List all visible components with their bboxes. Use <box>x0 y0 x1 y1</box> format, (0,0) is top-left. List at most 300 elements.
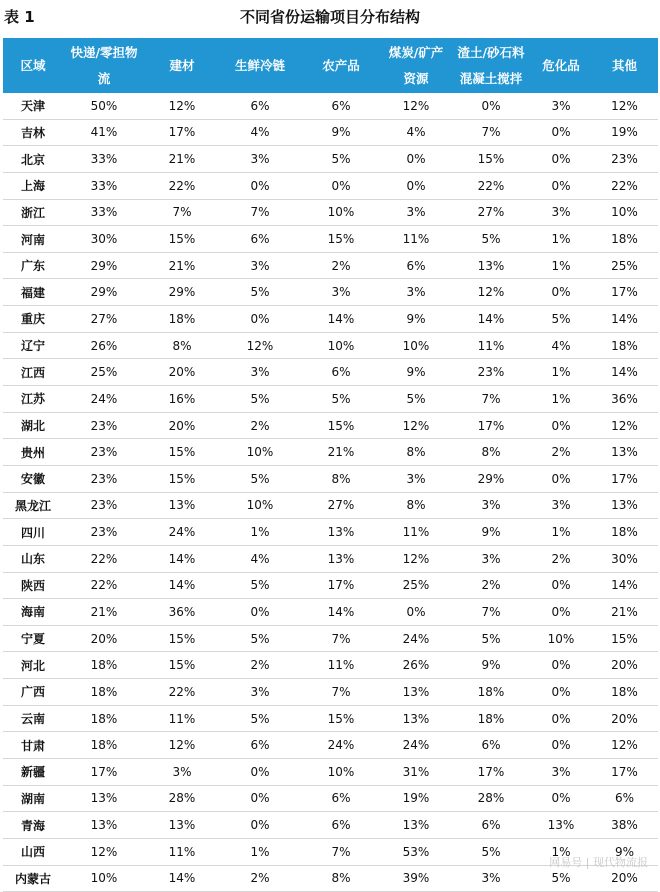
percent-cell: 7% <box>301 625 381 652</box>
percent-cell: 6% <box>219 93 301 119</box>
percent-cell: 12% <box>145 732 219 759</box>
percent-cell: 17% <box>591 279 658 306</box>
percent-cell: 6% <box>301 359 381 386</box>
percent-cell: 0% <box>531 705 591 732</box>
percent-cell: 3% <box>219 679 301 706</box>
percent-cell: 0% <box>531 572 591 599</box>
percent-cell: 7% <box>219 199 301 226</box>
percent-cell: 0% <box>531 652 591 679</box>
percent-cell: 8% <box>381 492 451 519</box>
table-row <box>3 465 658 492</box>
percent-cell: 1% <box>531 519 591 546</box>
percent-cell: 27% <box>301 492 381 519</box>
column-header: 危化品 <box>542 57 580 73</box>
percent-cell: 15% <box>145 625 219 652</box>
table-row <box>3 732 658 759</box>
percent-cell: 33% <box>63 199 145 226</box>
percent-cell: 3% <box>381 199 451 226</box>
percent-cell: 3% <box>451 865 531 892</box>
region-cell: 江西 <box>3 359 63 386</box>
percent-cell: 10% <box>301 759 381 786</box>
percent-cell: 0% <box>531 172 591 199</box>
percent-cell: 9% <box>591 838 658 865</box>
percent-cell: 12% <box>63 838 145 865</box>
region-cell: 云南 <box>3 705 63 732</box>
region-cell: 内蒙古 <box>3 865 63 892</box>
percent-cell: 3% <box>531 199 591 226</box>
percent-cell: 20% <box>145 412 219 439</box>
percent-cell: 31% <box>381 759 451 786</box>
percent-cell: 29% <box>63 252 145 279</box>
percent-cell: 0% <box>531 119 591 146</box>
percent-cell: 14% <box>591 359 658 386</box>
percent-cell: 2% <box>451 572 531 599</box>
percent-cell: 23% <box>63 439 145 466</box>
percent-cell: 3% <box>451 492 531 519</box>
region-cell: 新疆 <box>3 759 63 786</box>
percent-cell: 0% <box>381 172 451 199</box>
percent-cell: 29% <box>451 465 531 492</box>
percent-cell: 6% <box>301 785 381 812</box>
percent-cell: 13% <box>381 705 451 732</box>
percent-cell: 15% <box>591 625 658 652</box>
table-row <box>3 386 658 413</box>
percent-cell: 17% <box>63 759 145 786</box>
table-row <box>3 226 658 253</box>
percent-cell: 5% <box>219 279 301 306</box>
percent-cell: 13% <box>381 812 451 839</box>
percent-cell: 4% <box>531 332 591 359</box>
percent-cell: 23% <box>591 146 658 173</box>
percent-cell: 28% <box>145 785 219 812</box>
column-header: 其他 <box>611 57 637 73</box>
region-cell: 海南 <box>3 599 63 626</box>
percent-cell: 15% <box>145 465 219 492</box>
percent-cell: 3% <box>381 279 451 306</box>
percent-cell: 6% <box>451 732 531 759</box>
percent-cell: 0% <box>219 599 301 626</box>
province-transport-table <box>3 38 658 892</box>
percent-cell: 1% <box>219 838 301 865</box>
table-row <box>3 785 658 812</box>
percent-cell: 2% <box>219 865 301 892</box>
percent-cell: 15% <box>145 652 219 679</box>
percent-cell: 18% <box>63 652 145 679</box>
percent-cell: 0% <box>451 93 531 119</box>
table-row <box>3 625 658 652</box>
region-cell: 重庆 <box>3 306 63 333</box>
region-cell: 贵州 <box>3 439 63 466</box>
percent-cell: 23% <box>63 519 145 546</box>
percent-cell: 2% <box>219 412 301 439</box>
percent-cell: 5% <box>531 306 591 333</box>
region-cell: 陕西 <box>3 572 63 599</box>
percent-cell: 14% <box>145 572 219 599</box>
percent-cell: 12% <box>381 545 451 572</box>
percent-cell: 36% <box>145 599 219 626</box>
table-number: 表 1 <box>4 8 35 26</box>
percent-cell: 17% <box>451 412 531 439</box>
percent-cell: 7% <box>451 119 531 146</box>
table-row <box>3 199 658 226</box>
percent-cell: 24% <box>63 386 145 413</box>
percent-cell: 13% <box>591 439 658 466</box>
percent-cell: 6% <box>219 226 301 253</box>
percent-cell: 14% <box>301 599 381 626</box>
percent-cell: 41% <box>63 119 145 146</box>
percent-cell: 15% <box>301 705 381 732</box>
percent-cell: 1% <box>531 838 591 865</box>
region-cell: 四川 <box>3 519 63 546</box>
percent-cell: 22% <box>63 545 145 572</box>
percent-cell: 13% <box>301 545 381 572</box>
percent-cell: 7% <box>451 599 531 626</box>
percent-cell: 18% <box>63 732 145 759</box>
percent-cell: 13% <box>591 492 658 519</box>
table-row <box>3 652 658 679</box>
region-cell: 天津 <box>3 93 63 119</box>
percent-cell: 19% <box>591 119 658 146</box>
header-row <box>3 38 658 93</box>
percent-cell: 21% <box>591 599 658 626</box>
percent-cell: 22% <box>591 172 658 199</box>
percent-cell: 11% <box>451 332 531 359</box>
table-row <box>3 439 658 466</box>
percent-cell: 5% <box>219 625 301 652</box>
percent-cell: 5% <box>219 465 301 492</box>
table-title: 不同省份运输项目分布结构 <box>239 8 420 26</box>
percent-cell: 8% <box>451 439 531 466</box>
percent-cell: 10% <box>219 492 301 519</box>
percent-cell: 12% <box>145 93 219 119</box>
percent-cell: 18% <box>591 332 658 359</box>
percent-cell: 23% <box>63 465 145 492</box>
percent-cell: 0% <box>531 279 591 306</box>
table-row <box>3 252 658 279</box>
percent-cell: 0% <box>531 412 591 439</box>
percent-cell: 1% <box>531 359 591 386</box>
percent-cell: 21% <box>63 599 145 626</box>
region-cell: 黑龙江 <box>3 492 63 519</box>
percent-cell: 15% <box>451 146 531 173</box>
percent-cell: 3% <box>219 146 301 173</box>
region-cell: 广东 <box>3 252 63 279</box>
percent-cell: 0% <box>219 812 301 839</box>
percent-cell: 12% <box>591 412 658 439</box>
percent-cell: 29% <box>145 279 219 306</box>
percent-cell: 10% <box>591 199 658 226</box>
percent-cell: 9% <box>381 306 451 333</box>
percent-cell: 18% <box>63 705 145 732</box>
region-cell: 湖北 <box>3 412 63 439</box>
percent-cell: 13% <box>301 519 381 546</box>
region-cell: 河南 <box>3 226 63 253</box>
percent-cell: 16% <box>145 386 219 413</box>
percent-cell: 13% <box>451 252 531 279</box>
percent-cell: 15% <box>145 226 219 253</box>
region-cell: 广西 <box>3 679 63 706</box>
percent-cell: 10% <box>531 625 591 652</box>
percent-cell: 29% <box>63 279 145 306</box>
percent-cell: 21% <box>145 146 219 173</box>
percent-cell: 8% <box>301 465 381 492</box>
percent-cell: 9% <box>451 652 531 679</box>
percent-cell: 11% <box>145 838 219 865</box>
percent-cell: 25% <box>63 359 145 386</box>
percent-cell: 10% <box>63 865 145 892</box>
percent-cell: 24% <box>381 732 451 759</box>
percent-cell: 2% <box>219 652 301 679</box>
percent-cell: 0% <box>531 465 591 492</box>
percent-cell: 18% <box>451 679 531 706</box>
percent-cell: 23% <box>63 412 145 439</box>
percent-cell: 7% <box>301 679 381 706</box>
column-header: 生鲜冷链 <box>234 57 285 73</box>
percent-cell: 12% <box>591 732 658 759</box>
column-header: 农产品 <box>322 57 360 73</box>
percent-cell: 0% <box>531 732 591 759</box>
percent-cell: 3% <box>381 465 451 492</box>
percent-cell: 0% <box>219 785 301 812</box>
table-row <box>3 412 658 439</box>
percent-cell: 6% <box>451 812 531 839</box>
percent-cell: 50% <box>63 93 145 119</box>
percent-cell: 5% <box>301 146 381 173</box>
percent-cell: 20% <box>63 625 145 652</box>
percent-cell: 8% <box>301 865 381 892</box>
percent-cell: 22% <box>451 172 531 199</box>
percent-cell: 14% <box>591 572 658 599</box>
region-cell: 辽宁 <box>3 332 63 359</box>
source-watermark: 网易号 | 现代物流报 <box>549 856 648 869</box>
percent-cell: 18% <box>451 705 531 732</box>
percent-cell: 12% <box>219 332 301 359</box>
percent-cell: 9% <box>451 519 531 546</box>
percent-cell: 1% <box>531 386 591 413</box>
percent-cell: 22% <box>145 172 219 199</box>
region-cell: 青海 <box>3 812 63 839</box>
percent-cell: 15% <box>301 412 381 439</box>
percent-cell: 21% <box>145 252 219 279</box>
percent-cell: 13% <box>145 812 219 839</box>
percent-cell: 4% <box>219 545 301 572</box>
percent-cell: 14% <box>451 306 531 333</box>
table-row <box>3 119 658 146</box>
percent-cell: 20% <box>591 652 658 679</box>
percent-cell: 14% <box>301 306 381 333</box>
percent-cell: 14% <box>145 865 219 892</box>
percent-cell: 0% <box>219 306 301 333</box>
percent-cell: 3% <box>301 279 381 306</box>
percent-cell: 22% <box>63 572 145 599</box>
percent-cell: 25% <box>591 252 658 279</box>
percent-cell: 0% <box>531 146 591 173</box>
percent-cell: 1% <box>531 226 591 253</box>
percent-cell: 1% <box>219 519 301 546</box>
percent-cell: 30% <box>591 545 658 572</box>
percent-cell: 6% <box>591 785 658 812</box>
table-row <box>3 599 658 626</box>
percent-cell: 17% <box>301 572 381 599</box>
region-cell: 上海 <box>3 172 63 199</box>
percent-cell: 27% <box>63 306 145 333</box>
percent-cell: 18% <box>145 306 219 333</box>
percent-cell: 4% <box>219 119 301 146</box>
percent-cell: 20% <box>145 359 219 386</box>
table-row <box>3 279 658 306</box>
percent-cell: 18% <box>591 519 658 546</box>
percent-cell: 12% <box>381 412 451 439</box>
percent-cell: 0% <box>531 785 591 812</box>
percent-cell: 6% <box>381 252 451 279</box>
region-cell: 浙江 <box>3 199 63 226</box>
percent-cell: 21% <box>301 439 381 466</box>
percent-cell: 11% <box>381 519 451 546</box>
percent-cell: 33% <box>63 172 145 199</box>
percent-cell: 9% <box>381 359 451 386</box>
percent-cell: 5% <box>531 865 591 892</box>
percent-cell: 10% <box>301 332 381 359</box>
percent-cell: 23% <box>451 359 531 386</box>
percent-cell: 0% <box>301 172 381 199</box>
region-cell: 河北 <box>3 652 63 679</box>
percent-cell: 20% <box>591 705 658 732</box>
percent-cell: 17% <box>591 759 658 786</box>
percent-cell: 24% <box>301 732 381 759</box>
percent-cell: 53% <box>381 838 451 865</box>
percent-cell: 17% <box>591 465 658 492</box>
percent-cell: 0% <box>381 146 451 173</box>
column-header: 渣土/砂石料混凝土搅拌 <box>457 44 525 86</box>
percent-cell: 15% <box>145 439 219 466</box>
table-row <box>3 172 658 199</box>
percent-cell: 27% <box>451 199 531 226</box>
region-cell: 江苏 <box>3 386 63 413</box>
percent-cell: 7% <box>301 838 381 865</box>
percent-cell: 17% <box>145 119 219 146</box>
percent-cell: 20% <box>591 865 658 892</box>
table-row <box>3 93 658 119</box>
percent-cell: 12% <box>381 93 451 119</box>
percent-cell: 15% <box>301 226 381 253</box>
percent-cell: 24% <box>145 519 219 546</box>
table-row <box>3 359 658 386</box>
percent-cell: 8% <box>381 439 451 466</box>
percent-cell: 26% <box>63 332 145 359</box>
percent-cell: 5% <box>451 226 531 253</box>
percent-cell: 5% <box>219 705 301 732</box>
percent-cell: 18% <box>591 679 658 706</box>
percent-cell: 36% <box>591 386 658 413</box>
percent-cell: 3% <box>531 492 591 519</box>
percent-cell: 13% <box>381 679 451 706</box>
percent-cell: 30% <box>63 226 145 253</box>
percent-cell: 25% <box>381 572 451 599</box>
percent-cell: 5% <box>219 386 301 413</box>
percent-cell: 14% <box>591 306 658 333</box>
percent-cell: 3% <box>531 93 591 119</box>
table-caption <box>0 0 660 36</box>
column-header: 快递/零担物流 <box>70 44 138 86</box>
percent-cell: 12% <box>591 93 658 119</box>
percent-cell: 18% <box>63 679 145 706</box>
table-row <box>3 812 658 839</box>
table-row <box>3 519 658 546</box>
percent-cell: 5% <box>451 625 531 652</box>
table-row <box>3 545 658 572</box>
percent-cell: 28% <box>451 785 531 812</box>
percent-cell: 3% <box>219 359 301 386</box>
percent-cell: 18% <box>591 226 658 253</box>
region-cell: 北京 <box>3 146 63 173</box>
region-cell: 湖南 <box>3 785 63 812</box>
percent-cell: 14% <box>145 545 219 572</box>
percent-cell: 13% <box>63 812 145 839</box>
column-header: 建材 <box>169 57 195 73</box>
percent-cell: 11% <box>145 705 219 732</box>
percent-cell: 10% <box>381 332 451 359</box>
percent-cell: 0% <box>531 679 591 706</box>
table-row <box>3 492 658 519</box>
percent-cell: 7% <box>451 386 531 413</box>
table-row <box>3 705 658 732</box>
percent-cell: 0% <box>219 172 301 199</box>
percent-cell: 6% <box>301 812 381 839</box>
region-cell: 吉林 <box>3 119 63 146</box>
percent-cell: 11% <box>381 226 451 253</box>
percent-cell: 11% <box>301 652 381 679</box>
percent-cell: 23% <box>63 492 145 519</box>
column-header: 煤炭/矿产资源 <box>388 44 444 86</box>
region-cell: 福建 <box>3 279 63 306</box>
percent-cell: 2% <box>301 252 381 279</box>
percent-cell: 2% <box>531 545 591 572</box>
percent-cell: 1% <box>531 252 591 279</box>
percent-cell: 3% <box>531 759 591 786</box>
percent-cell: 13% <box>63 785 145 812</box>
percent-cell: 6% <box>219 732 301 759</box>
region-cell: 山西 <box>3 838 63 865</box>
table-body <box>3 93 658 892</box>
percent-cell: 2% <box>531 439 591 466</box>
percent-cell: 12% <box>451 279 531 306</box>
percent-cell: 3% <box>145 759 219 786</box>
percent-cell: 10% <box>219 439 301 466</box>
percent-cell: 24% <box>381 625 451 652</box>
region-cell: 宁夏 <box>3 625 63 652</box>
percent-cell: 8% <box>145 332 219 359</box>
percent-cell: 3% <box>219 252 301 279</box>
percent-cell: 26% <box>381 652 451 679</box>
table-row <box>3 332 658 359</box>
percent-cell: 17% <box>451 759 531 786</box>
percent-cell: 22% <box>145 679 219 706</box>
percent-cell: 7% <box>145 199 219 226</box>
percent-cell: 13% <box>145 492 219 519</box>
table-row <box>3 759 658 786</box>
table-row <box>3 572 658 599</box>
percent-cell: 5% <box>451 838 531 865</box>
percent-cell: 0% <box>531 599 591 626</box>
percent-cell: 5% <box>381 386 451 413</box>
table-row <box>3 679 658 706</box>
percent-cell: 9% <box>301 119 381 146</box>
percent-cell: 0% <box>381 599 451 626</box>
percent-cell: 4% <box>381 119 451 146</box>
percent-cell: 6% <box>301 93 381 119</box>
percent-cell: 33% <box>63 146 145 173</box>
percent-cell: 10% <box>301 199 381 226</box>
